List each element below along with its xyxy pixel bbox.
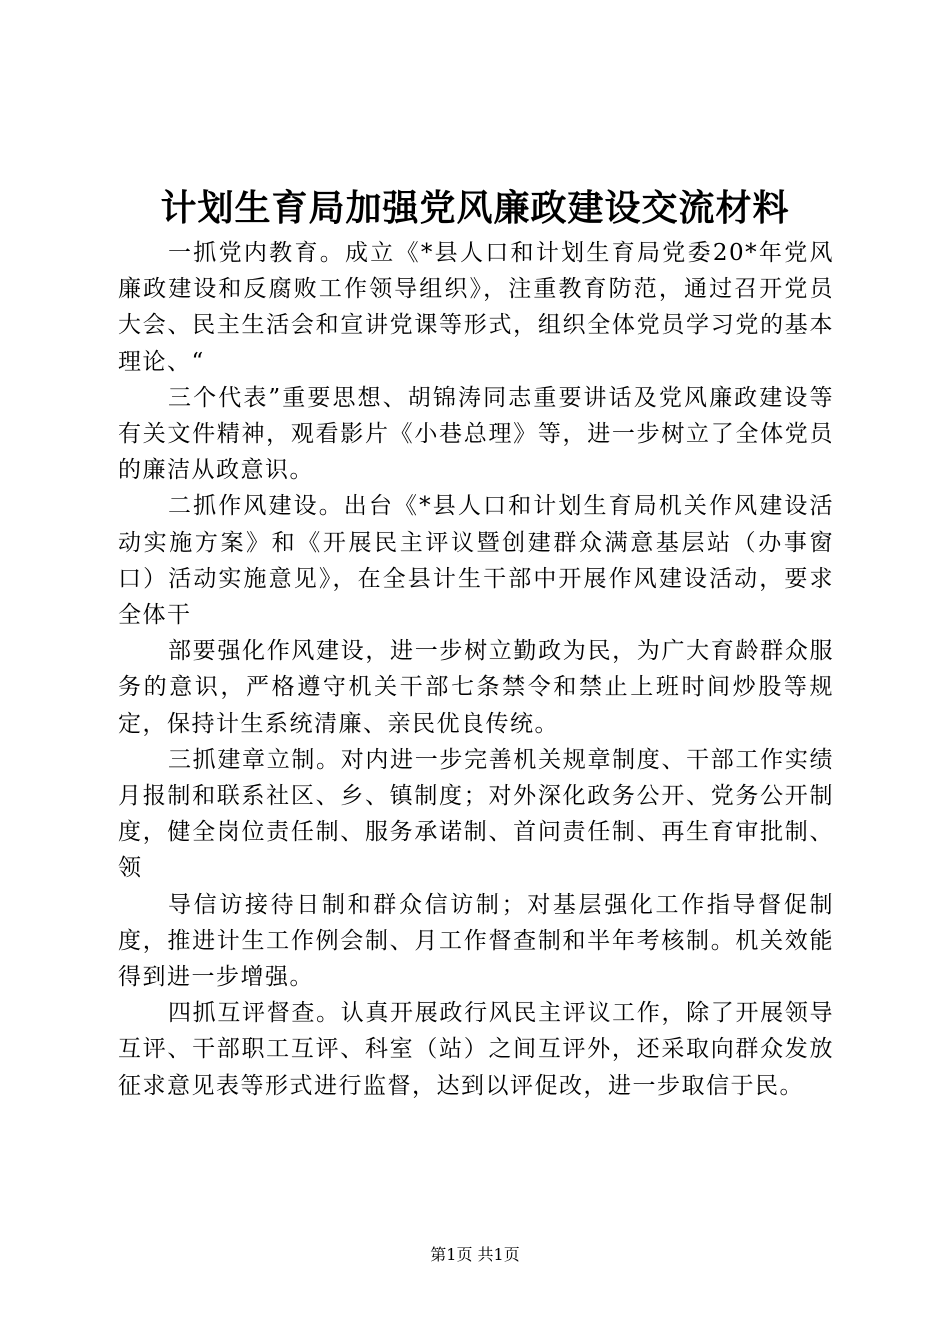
paragraph-work-style: 二抓作风建设。出台《*县人口和计划生育局机关作风建设活动实施方案》和《开展民主评议暨创建群众满意基层站（办事窗口）活动实施意见》，在全县计生干部中开展作风建设活动，要求全体干 <box>118 493 834 629</box>
page-footer: 第1页 共1页 <box>430 1245 520 1264</box>
paragraph-three-represents: 三个代表”重要思想、胡锦涛同志重要讲话及党风廉政建设等有关文件精神，观看影片《小巷总理》等，进一步树立了全体党员的廉洁从政意识。 <box>118 384 834 484</box>
paragraph-rules-system-continued: 导信访接待日制和群众信访制；对基层强化工作指导督促制度，推进计生工作例会制、月工作督查制和半年考核制。机关效能得到进一步增强。 <box>118 891 834 991</box>
paragraph-work-style-continued: 部要强化作风建设，进一步树立勤政为民，为广大育龄群众服务的意识，严格遵守机关干部七条禁令和禁止上班时间炒股等规定，保持计生系统清廉、亲民优良传统。 <box>118 638 834 737</box>
document-body <box>118 235 834 1104</box>
document-title: 计划生育局加强党风廉政建设交流材料 <box>160 187 790 229</box>
paragraph-rules-system: 三抓建章立制。对内进一步完善机关规章制度、干部工作实绩月报制和联系社区、乡、镇制度；对外深化政务公开、党务公开制度，健全岗位责任制、服务承诺制、首问责任制、再生育审批制、领 <box>118 746 834 882</box>
paragraph-mutual-evaluation: 四抓互评督查。认真开展政行风民主评议工作，除了开展领导互评、干部职工互评、科室（站）之间互评外，还采取向群众发放征求意见表等形式进行监督，达到以评促改，进一步取信于民。 <box>118 1000 834 1099</box>
paragraph-party-education: 一抓党内教育。成立《*县人口和计划生育局党委20*年党风廉政建设和反腐败工作领导组织》，注重教育防范，通过召开党员大会、民主生活会和宣讲党课等形式，组织全体党员学习党的基本理论、“ <box>118 240 834 375</box>
